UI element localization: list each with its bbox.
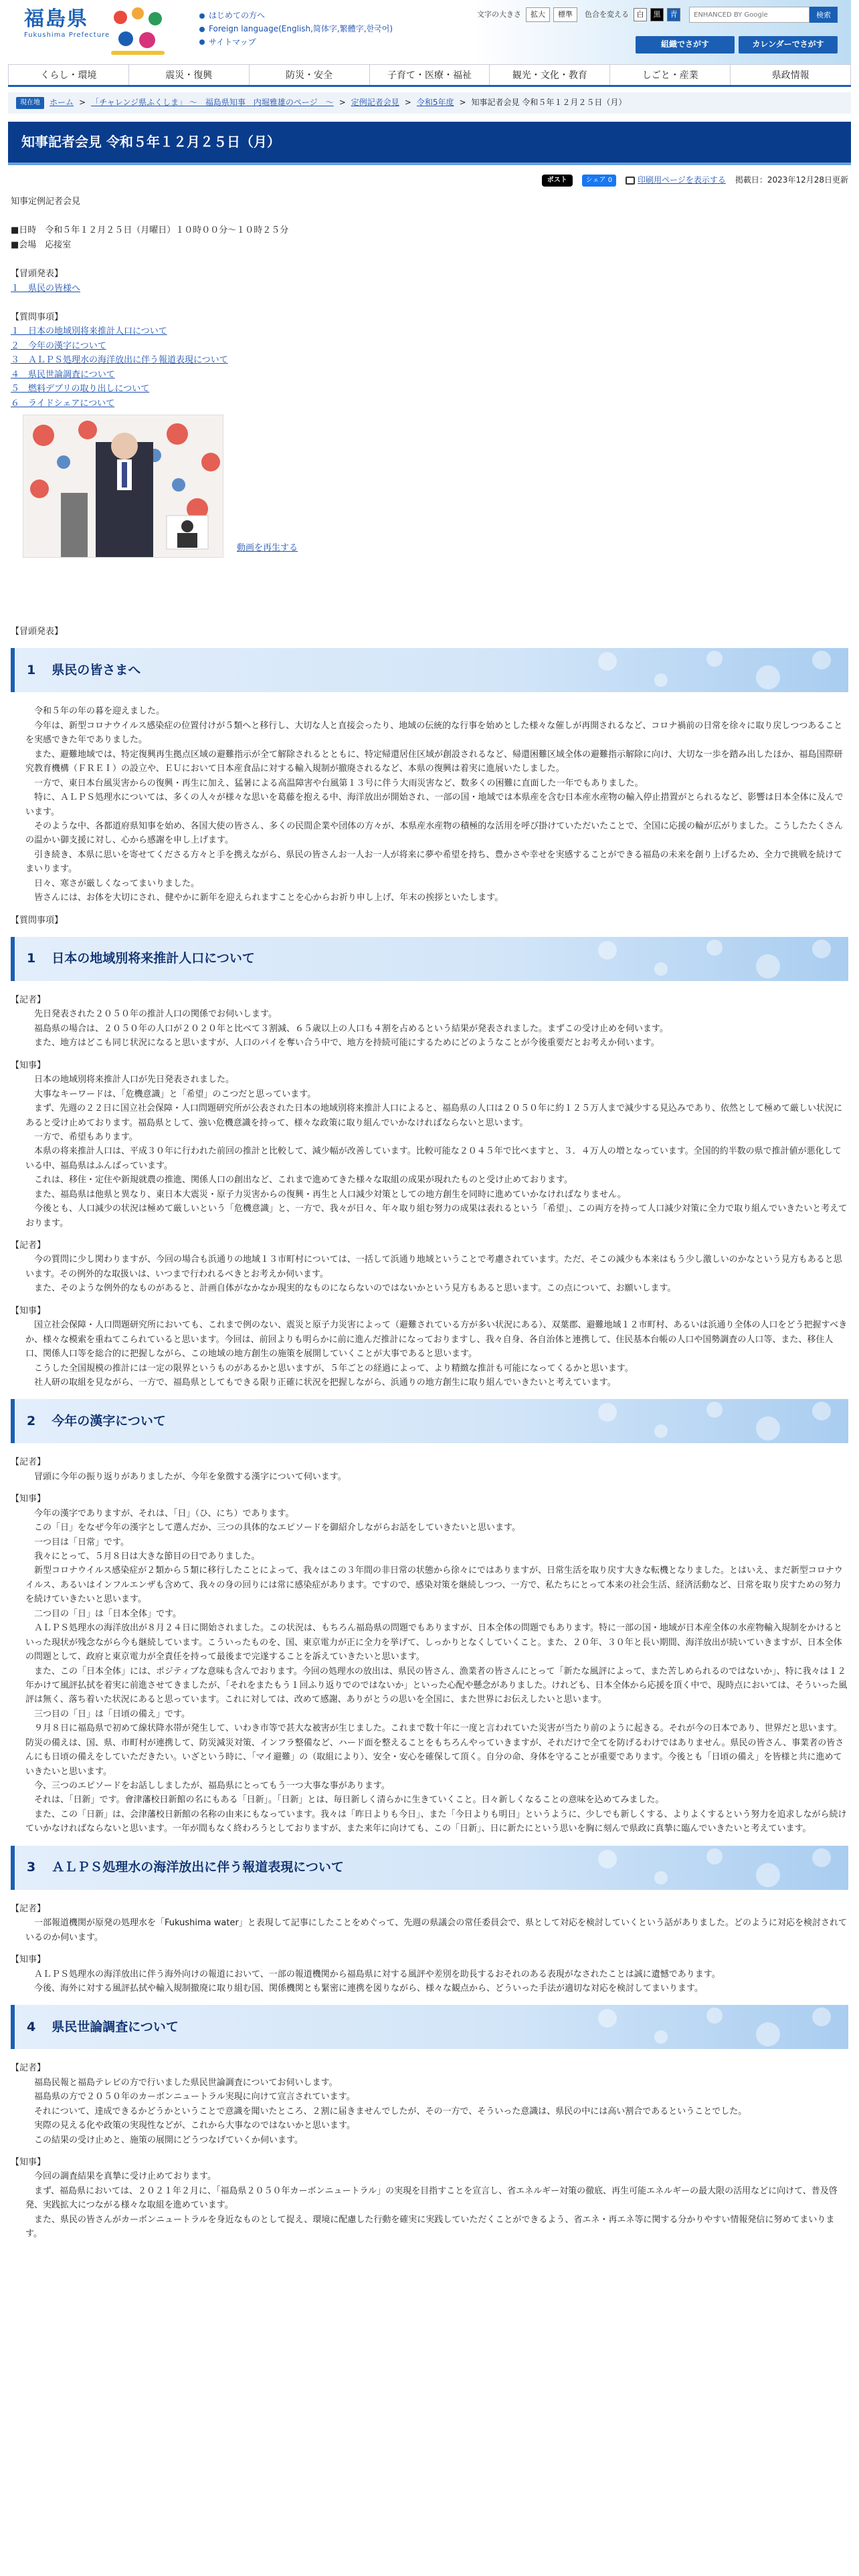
toc-link-q3[interactable]: ３ ＡＬＰＳ処理水の海洋放出に伴う報道表現について <box>11 355 228 366</box>
play-video-link[interactable]: 動画を再生する <box>237 542 298 553</box>
section-title: ＡＬＰＳ処理水の海洋放出に伴う報道表現について <box>52 1860 344 1875</box>
speaker-label: 【知事】 <box>11 1955 46 1965</box>
mascot-logo-icon <box>106 4 170 59</box>
breadcrumb-current: 知事記者会見 令和５年１２月２５日（月） <box>471 98 627 107</box>
video-thumbnail[interactable] <box>23 415 223 558</box>
speaker-text <box>11 1916 848 1945</box>
speaker-label: 【知事】 <box>11 1305 46 1316</box>
share-row <box>8 172 851 189</box>
opening-paragraph: 日々、寒さが厳しくなってまいりました。 <box>25 878 200 889</box>
utility-links <box>199 9 393 49</box>
font-size-large-button[interactable]: 拡大 <box>526 7 550 22</box>
post-button[interactable]: ポスト <box>542 175 573 187</box>
speech-line: 三つ目の「日」は「日頃の備え」です。 <box>25 1709 190 1719</box>
q1-body <box>11 993 848 1390</box>
speech-line: まず、先週の２２日に国立社会保障・人口問題研究所が公表された日本の地域別将来推計人口によると、福島県の人口は２０５０年に約１２５万人まで減少する見込みであり、依然として極めて厳しい状況にあると受け止めております。福島県として、強い危機意識を持って、様々な政策に取り組んでいかなければならないと思います。 <box>25 1103 842 1128</box>
speaker-text <box>11 1507 848 1836</box>
breadcrumb <box>8 92 851 114</box>
speech-line: 福島民報と福島テレビの方で行いました県民世論調査についてお伺いします。 <box>25 2077 338 2088</box>
section-title: 県民世論調査について <box>52 2019 179 2034</box>
opening-paragraph: また、避難地域では、特定復興再生拠点区域の避難指示が全て解除されるとともに、特定帰還居住区域が創設されるなど、帰還困難区域全体の避難指示解除に向け、大切な一歩を踏み出したほか、福島国際研究教育機構（ＦＲＥＩ）の設立や、ＥＵにおいて日本産食品に対する輸入規制が撤廃されるなど、本県の復興は着実に進展いたしました。 <box>25 749 843 774</box>
speech-line: 今回の調査結果を真摯に受け止めております。 <box>25 2171 216 2182</box>
find-by-calendar-button[interactable]: カレンダーでさがす <box>739 36 838 53</box>
speech-line: また、そのような例外的なものがあると、計画自体がなかなか現実的なものにならないのではないかという見方もあると思います。この点について、お願いします。 <box>25 1283 676 1294</box>
search-input[interactable] <box>689 7 809 23</box>
speech-line: 福島県の方で２０５０年のカーボンニュートラル実現に向けて宣言されています。 <box>25 2092 355 2103</box>
speech-line: それは、「日新」です。會津藩校日新館の名にもある「日新」。「日新」とは、毎日新しく清らかに生きていくこと。日々新しくなることの意味を込めてみました。 <box>25 1795 664 1806</box>
gnav-item-welfare[interactable]: 子育て・医療・福祉 <box>370 65 490 85</box>
speaker-text <box>11 1073 848 1230</box>
print-link[interactable] <box>626 174 726 187</box>
bubble-decoration-icon <box>567 937 848 981</box>
link-foreign-language[interactable]: Foreign language(English,简体字,繁體字,한국어) <box>209 23 393 33</box>
speaker-text <box>11 1253 848 1295</box>
speech-line: 今後、海外に対する風評払拭や輸入規制撤廃に取り組む国、関係機関とも緊密に連携を図りながら、様々な観点から、どういった手法が適切な対応を検討してまいります。 <box>25 1983 703 1994</box>
q4-body <box>11 2061 848 2241</box>
speech-line: 先日発表された２０５０年の推計人口の関係でお伺いします。 <box>25 1009 277 1020</box>
toc-link-q4[interactable]: ４ 県民世論調査について <box>11 369 115 380</box>
breadcrumb-sep: > <box>404 98 411 107</box>
speech-line: 今後とも、人口減少の状況は極めて厳しいという「危機意識」と、一方で、我々が日々、年々取り組む努力の成果は表れるという「希望」、この両方を持って人口減少対策に全力で取り組んでいきたいと考えております。 <box>25 1204 848 1228</box>
breadcrumb-home[interactable]: ホーム <box>50 98 74 107</box>
speaker-label: 【記者】 <box>11 1241 46 1251</box>
speech-line: 国立社会保障・人口問題研究所においても、これまで例のない、震災と原子力災害によって（避難されている方が多い状況にある）、双葉郡、避難地域１２市町村、あるいは浜通り全体の人口をどう把握すべきか、様々な模索を重ねてこられていると思います。今回は、前回よりも明らかに前に進んだ推計になっておりますし、我々自身、各自治体と連携して、住民基本台帳の人口や国勢調査の人口等、また、移住人口、関係人口等を総合的に把握しながら、この地域の地方創生の施策を展開していくことが大事であると思います。 <box>25 1320 848 1360</box>
speech-line: 我々にとって、５月８日は大きな節目の日でありました。 <box>25 1551 260 1562</box>
speech-line: これは、移住・定住や新規就農の推進、関係人口の創出など、これまで進めてきた様々な取組の成果が現れたものと受け止めております。 <box>25 1175 573 1186</box>
find-by-org-button[interactable]: 組織でさがす <box>636 36 735 53</box>
breadcrumb-fiscal-year[interactable]: 令和5年度 <box>416 98 454 107</box>
bullet-icon <box>199 27 205 32</box>
speech-line: 冒頭に今年の振り返りがありましたが、今年を象徴する漢字について伺います。 <box>25 1471 347 1482</box>
press-backdrop-image <box>23 415 223 558</box>
search-button[interactable]: 検索 <box>809 7 838 23</box>
speech-line: ＡＬＰＳ処理水の海洋放出が８月２４日に開始されました。この状況は、もちろん福島県の問題でもありますが、日本全体の問題でもあります。特に一部の国・地域が日本産全体の水産物輸入規制をかけるといった現状が残念ながら今も継続しています。こういったものを、国、東京電力が正に全力を挙げて、しっかりとなくしていくこと。また、２０年、３０年と長い期間、海洋放出が続いていきますが、日本全体の問題として、政府と東京電力が全責任を持って最後まで完遂することを訴えていきたいと思います。 <box>25 1623 842 1662</box>
breadcrumb-sep: > <box>459 98 466 107</box>
opening-paragraph: 令和５年の年の暮を迎えました。 <box>25 706 165 717</box>
gnav-item-tourism[interactable]: 観光・文化・教育 <box>490 65 610 85</box>
color-label: 色合を変える <box>585 9 629 19</box>
speech-line: ９月８日に福島県で初めて線状降水帯が発生して、いわき市等で甚大な被害が生じました。これまで数十年に一度と言われていた災害が当たり前のように起きる。それが今の日本であり、世界だと思います。防災の備えは、国、県、市町村が連携して、防災減災対策、インフラ整備など、ハード面を整えることをもちろんやっていきますが、それだけで全てを防げるわけではありません。県民の皆さん、事業者の皆さんにも日頃の備えをしていただきたい。いざという時に、「マイ避難」の（取組により）、安全・安心を確保して頂く。自分の命、身体を守ることが重要であります。今後とも「日頃の備え」を皆様と共に進めていきたいと思います。 <box>25 1723 844 1777</box>
speech-line: ＡＬＰＳ処理水の海洋放出に伴う海外向けの報道において、一部の報道機関から福島県に対する風評や差別を助長するおそれのある表現がなされたことは誠に遺憾であります。 <box>25 1969 721 1979</box>
section-heading-q2 <box>11 1399 848 1443</box>
bubble-decoration-icon <box>567 648 848 692</box>
speaker-text <box>11 1007 848 1050</box>
bubble-decoration-icon <box>567 1846 848 1890</box>
section-number: 1 <box>27 662 36 677</box>
main-content <box>8 195 851 2242</box>
speech-line: また、この「日新」は、会津藩校日新館の名称の由来にもなっています。我々は「昨日よりも今日」、また「今日よりも明日」というように、少しでも新しくする、よりよくするという努力を追求しながら続けていかなければならないと思います。一年が間もなく終わろうとしておりますが、また来年に向けても、この「日新」、日に新たにという思いを胸に刻んで県政に真摯に臨んでいきたいと考えています。 <box>25 1809 847 1834</box>
breadcrumb-governor-page[interactable]: 「チャレンジ県ふくしま」 ～ 福島県知事 内堀雅雄のページ ～ <box>91 98 334 107</box>
speaker-label: 【知事】 <box>11 1494 46 1505</box>
site-header <box>8 0 851 64</box>
bubble-decoration-icon <box>567 1399 848 1443</box>
toc-link-q1[interactable]: １ 日本の地域別将来推計人口について <box>11 326 167 337</box>
speaker-text <box>11 1967 848 1996</box>
speaker-label: 【知事】 <box>11 1060 46 1071</box>
q3-body <box>11 1902 848 1996</box>
global-nav <box>8 64 851 87</box>
font-size-label: 文字の大きさ <box>477 9 521 19</box>
section-title: 県民の皆さまへ <box>52 662 141 677</box>
speech-line: また、地方はどこも同じ状況になると思いますが、人口のパイを奪い合う中で、地方を持続可能にするためにどのようなことが今後重要だとお考えか伺います。 <box>25 1038 660 1049</box>
speaker-label: 【記者】 <box>11 995 46 1006</box>
opening-paragraph: 皆さんには、お体を大切にされ、健やかに新年を迎えられますことを心からお祈り申し上げ、年末の挨拶といたします。 <box>25 893 504 903</box>
color-black-button[interactable]: 黒 <box>650 8 664 21</box>
accessibility-tools <box>477 7 838 23</box>
video-row <box>23 415 848 558</box>
conference-place: ■会場 応接室 <box>11 239 72 250</box>
opening-body <box>11 704 848 905</box>
posted-date: 掲載日：2023年12月28日更新 <box>735 175 848 185</box>
section-number: 4 <box>27 2019 36 2034</box>
breadcrumb-press-conference[interactable]: 定例記者会見 <box>351 98 399 107</box>
opening-label: 【冒頭発表】 <box>11 627 64 637</box>
speech-line: 一方で、希望もあります。 <box>25 1132 138 1142</box>
site-search <box>689 7 838 23</box>
opening-paragraph: そのような中、各都道府県知事を始め、各国大使の皆さん、多くの民間企業や団体の方々が、本県産水産物の積極的な活用を呼び掛けていただいたことで、全国に応援の輪が広がりました。こうしたたくさんの温かい御支援に対し、心から感謝を申し上げます。 <box>25 821 844 846</box>
speaker-label: 【記者】 <box>11 1457 46 1468</box>
bubble-decoration-icon <box>567 2005 848 2049</box>
toc-link-opening[interactable]: １ 県民の皆様へ <box>11 283 81 294</box>
facebook-share-button[interactable]: シェア 0 <box>582 175 616 187</box>
speech-line: それについて、達成できるかどうかということで意識を聞いたところ、２割に届きませんでしたが、その一方で、そういった意識は、県民の中には高い割合であるということでした。 <box>25 2106 747 2117</box>
speech-line: まず、福島県においては、２０２１年２月に、「福島県２０５０年カーボンニュートラル」の実現を目指すことを宣言し、省エネルギー対策の徹底、再生可能エネルギーの最大限の活用などに向けて、普及啓発、実践拡大につながる様々な取組を進めています。 <box>25 2185 838 2211</box>
site-logo[interactable] <box>24 8 110 41</box>
speech-line: また、県民の皆さんがカーボンニュートラルを身近なものとして捉え、環境に配慮した行動を確実に実践していただくことができるよう、省エネ・再エネ等に関する分かりやすい情報発信に努めてまいります。 <box>25 2214 835 2240</box>
speech-line: この結果の受け止めと、施策の展開にどうつなげていくか伺います。 <box>25 2135 303 2145</box>
link-sitemap[interactable]: サイトマップ <box>209 37 256 47</box>
opening-paragraph: 特に、ＡＬＰＳ処理水については、多くの人々が様々な思いを葛藤を抱える中、海洋放出が開始され、一部の国・地域では本県産を含む日本産水産物の輸入停止措置がとられるなど、影響は日本全体に及んでいます。 <box>25 792 844 817</box>
speech-line: こうした全国規模の推計には一定の限界というものがあるかと思いますが、５年ごとの経過によって、より精緻な推計も可能になってくるかと思います。 <box>25 1363 634 1374</box>
speaker-label: 【記者】 <box>11 1903 46 1914</box>
toc-link-q2[interactable]: ２ 今年の漢字について <box>11 340 106 351</box>
toc-qa-label: 【質問事項】 <box>11 312 64 322</box>
speech-line: 実際の見える化や政策の実現性などが、これから大事なのではないかと思います。 <box>25 2121 355 2131</box>
find-buttons <box>636 36 838 53</box>
gnav-item-disaster-recovery[interactable]: 震災・復興 <box>129 65 250 85</box>
gnav-item-safety[interactable]: 防災・安全 <box>250 65 370 85</box>
speech-line: 一部報道機関が原発の処理水を「Fukushima water」と表現して記事にしたことをめぐって、先週の県議会の常任委員会で、県として対応を検討していくという話がありました。どのように対応を検討されているのか伺います。 <box>25 1918 848 1943</box>
gnav-item-life[interactable]: くらし・環境 <box>8 65 129 85</box>
font-size-standard-button[interactable]: 標準 <box>553 7 577 22</box>
toc-link-q6[interactable]: ６ ライドシェアについて <box>11 398 115 409</box>
speech-line: 福島県の場合は、２０５０年の人口が２０２０年と比べて３割減、６５歳以上の人口も４割を占めるという結果が発表されました。まずこの受け止めを伺います。 <box>25 1023 668 1034</box>
speech-line: 今、三つのエピソードをお話ししましたが、福島県にとってもう一つ大事な事があります。 <box>25 1781 390 1792</box>
logo-main-text: 福島県 <box>24 7 88 31</box>
speaker-label: 【知事】 <box>11 2157 46 2168</box>
gnav-item-prefecture[interactable]: 県政情報 <box>731 65 851 85</box>
section-number: 3 <box>27 1860 36 1875</box>
speech-line: 大事なキーワードは、「危機意識」と「希望」のこつだと思っています。 <box>25 1089 316 1099</box>
section-title: 今年の漢字について <box>52 1413 166 1428</box>
speech-line: 今の質問に少し関わりますが、今回の場合も浜通りの地域１３市町村については、一括して浜通り地域ということで考慮されています。ただ、そこの減少も本来はもう少し激しいのかなという見方もあると思います。その例外的な取扱いは、いつまで行われるべきとお考えか伺います。 <box>25 1255 842 1279</box>
logo-sub-text: Fukushima Prefecture <box>24 31 110 39</box>
section-heading-opening <box>11 648 848 692</box>
breadcrumb-sep: > <box>339 98 346 107</box>
speech-line: また、この「日本全体」には、ポジティブな意味も含んでおります。今回の処理水の放出は、県民の皆さん、漁業者の皆さんにとって「新たな風評によって、また苦しめられるのではないか」、特に我々は１２年かけて風評払拭を着実に前進させてきましたが、「それをまたもう１回ふり返りでのではないか」といった心配や懸念がありました。けれども、日本全体から応援を頂く中で、現時点においては、そういった風評は無く、落ち着いた状況にあると思っています。これに対しては、改めて感謝、ありがとうの思いを全国に、また世界にお伝えしたいと思います。 <box>25 1666 848 1705</box>
speech-line: 今年の漢字でありますが、それは、「日」（ひ、にち）であります。 <box>25 1508 294 1519</box>
conference-date: ■日時 令和５年１２月２５日（月曜日）１０時００分～１０時２５分 <box>11 225 289 236</box>
speech-line: また、福島県は他県と異なり、東日本大震災・原子力災害からの復興・再生と人口減少対策としての地方創生を同時に進めていかなければなりません。 <box>25 1189 626 1200</box>
section-title: 日本の地域別将来推計人口について <box>52 951 255 966</box>
toc-link-q5[interactable]: ５ 燃料デブリの取り出しについて <box>11 384 150 395</box>
speech-line: 本県の将来推計人口は、平成３０年に行われた前回の推計と比較して、減少幅が改善しています。比較可能な２０４５年で比べますと、３．４万人の増となっています。全国的約半数の県で推計値が悪化している中、福島県はふんばっています。 <box>25 1146 842 1171</box>
toc-opening-label: 【冒頭発表】 <box>11 269 64 280</box>
speaker-text <box>11 2169 848 2241</box>
color-blue-button[interactable]: 青 <box>667 8 680 21</box>
section-number: 1 <box>27 951 36 966</box>
printer-icon <box>626 177 635 185</box>
breadcrumb-sep: > <box>79 98 86 107</box>
link-first-time[interactable]: はじめての方へ <box>209 11 266 20</box>
qa-label: 【質問事項】 <box>11 915 64 926</box>
section-number: 2 <box>27 1413 36 1428</box>
bullet-icon <box>199 13 205 19</box>
speech-line: 社人研の取組を見ながら、一方で、福島県としてもできる限り正確に状況を把握しながら、浜通りの地方創生に取り組んでいきたいと考えています。 <box>25 1377 616 1388</box>
page-title: 知事記者会見 令和５年１２月２５日（月） <box>8 122 851 165</box>
speaker-text <box>11 1470 848 1484</box>
page <box>8 0 851 2242</box>
bullet-icon <box>199 39 205 45</box>
speech-line: この「日」をなぜ今年の漢字として選んだか、三つの具体的なエピソードを御紹介しながらお話をしていきたいと思います。 <box>25 1523 520 1533</box>
opening-paragraph: 一方で、東日本台風災害からの復興・再生に加え、猛暑による高温障害や台風第１３号に伴う大雨災害など、数多くの困難に直面した一年でもありました。 <box>25 778 644 788</box>
print-page-link[interactable]: 印刷用ページを表示する <box>638 175 726 185</box>
gnav-item-industry[interactable]: しごと・産業 <box>610 65 731 85</box>
conference-kind: 知事定例記者会見 <box>11 196 81 207</box>
speech-line: 二つ目の「日」は「日本全体」です。 <box>25 1608 181 1619</box>
speaker-label: 【記者】 <box>11 2063 46 2074</box>
section-heading-q4 <box>11 2005 848 2049</box>
q2-body <box>11 1455 848 1836</box>
breadcrumb-here-badge: 現在地 <box>16 97 44 110</box>
speech-line: 新型コロナウイルス感染症が２類から５類に移行したことによって、我々はこの３年間の非日常の状態から徐々にではありますが、日常生活を取り戻す大きな転機となりました。とはいえ、まだ新型コロナウイルス、あるいはインフルエンザも含めて、我々の身の回りには常に感染症があります。ですので、感染対策を継続しつつ、一方で、私たちにとって本来の社会生活、経済活動など、日常を取り戻すための努力を続けていきたいと思います。 <box>25 1566 843 1605</box>
speaker-text <box>11 1318 848 1390</box>
speech-line: 日本の地域別将来推計人口が先日発表されました。 <box>25 1075 235 1085</box>
speaker-text <box>11 2076 848 2147</box>
speech-line: 一つ目は「日常」です。 <box>25 1537 129 1547</box>
opening-paragraph: 今年は、新型コロナウイルス感染症の位置付けが５類へと移行し、大切な人と直接会ったり、地域の伝統的な行事を始めとした様々な催しが再開されるなど、コロナ禍前の日常を徐々に取り戻しつつあることを実感できた年でありました。 <box>25 720 843 746</box>
section-heading-q3 <box>11 1846 848 1890</box>
section-heading-q1 <box>11 937 848 981</box>
opening-paragraph: 引き続き、本県に思いを寄せてくださる方々と手を携えながら、県民の皆さんお一人お一人が将来に夢や希望を持ち、豊かさや幸せを実感することができる福島の未来を創り上げるため、全力で挑戦を続けてまいります。 <box>25 849 842 875</box>
color-white-button[interactable]: 白 <box>634 8 647 21</box>
